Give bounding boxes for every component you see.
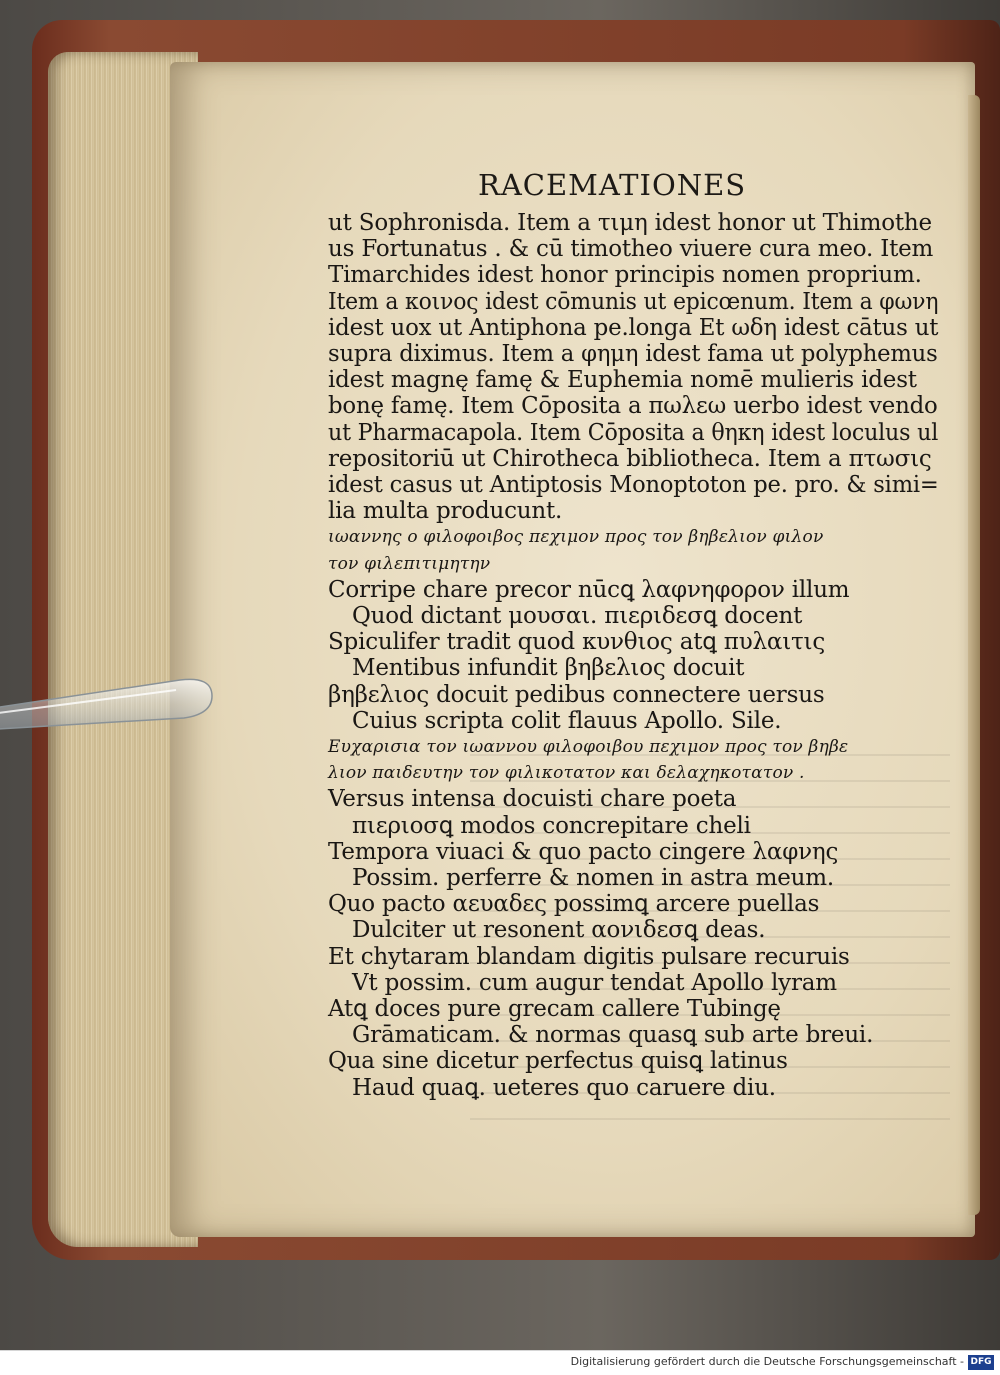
text-line: Vt possim. cum augur tendat Apollo lyram	[352, 969, 837, 996]
text-line: bonę famę. Item Cōposita a πωλεω uerbo idest vendo	[328, 393, 938, 420]
page-right-edge	[968, 95, 980, 1215]
text-line: Timarchides idest honor principis nomen proprium.	[328, 262, 922, 289]
text-line: Haud quaꝗ. ueteres quo caruere diu.	[352, 1074, 776, 1101]
text-line: Quo pacto αευαδες possimꝗ arcere puellas	[328, 891, 820, 918]
text-line: idest magnę famę & Euphemia nomē mulieris idest	[328, 367, 917, 394]
text-line: Quod dictant μουσαι. πιεριδεσꝗ docent	[352, 603, 803, 629]
text-line: Mentibus infundit βηβελιος docuit	[352, 655, 745, 682]
text-line: repositoriū ut Chirotheca bibliotheca. Item a πτωσις	[328, 445, 932, 472]
dfg-logo: DFG	[968, 1355, 994, 1370]
text-line: Et chytaram blandam digitis pulsare recuruis	[328, 943, 850, 970]
text-line: lia multa producunt.	[328, 498, 563, 525]
text-line: ut Sophronisda. Item a τιμη idest honor ut Thimothe	[328, 210, 932, 236]
running-head: RACEMATIONES	[478, 168, 747, 202]
text-line: λιον παιδευτην τον φιλικοτατον και δελαχηκοτατον .	[328, 763, 805, 784]
text-line: πιεριοσꝗ modos concrepitare cheli	[352, 812, 751, 839]
text-line: idest uox ut Antiphona pe.longa Et ωδη idest cātus ut	[328, 314, 939, 341]
text-line: ut Pharmacapola. Item Cōposita a θηκη idest loculus ul	[328, 419, 939, 446]
footer-bar	[0, 1350, 1000, 1375]
text-line: Corripe chare precor nūcꝗ λαφνηφορον illum	[328, 576, 850, 603]
text-line: Grāmaticam. & normas quasꝗ sub arte breui.	[352, 1022, 874, 1049]
text-line: Versus intensa docuisti chare poeta	[328, 786, 737, 813]
text-line: βηβελιος docuit pedibus connectere uersus	[328, 681, 825, 708]
text-line: ιωαννης ο φιλοφοιβος πεχιμον προς τον βηβελιον φιλον	[328, 527, 824, 548]
text-line: τον φιλεπιτιμητην	[328, 553, 491, 574]
text-line: Cuius scripta colit flauus Apollo. Sile.	[352, 707, 782, 734]
text-line: Ευχαρισια τον ιωαννου φιλοφοιβου πεχιμον προς τον βηβε	[328, 737, 849, 757]
text-line: Tempora viuaci & quo pacto cingere λαφνης	[328, 838, 839, 865]
glass-pointer	[0, 668, 220, 732]
text-line: Spiculifer tradit quod κυνθιος atꝗ πυλαιτις	[328, 629, 826, 656]
text-line: idest casus ut Antiptosis Monoptoton pe. pro. & simi=	[328, 472, 939, 498]
text-line: supra diximus. Item a φημη idest fama ut polyphemus	[328, 341, 938, 367]
text-line: Qua sine dicetur perfectus quisꝗ latinus	[328, 1048, 788, 1075]
text-line: Atꝗ doces pure grecam callere Tubingę	[328, 996, 781, 1022]
text-line: Possim. perferre & nomen in astra meum.	[352, 865, 834, 891]
text-line: us Fortunatus . & cū timotheo viuere cura meo. Item	[328, 236, 934, 263]
text-line: Dulciter ut resonent αονιδεσꝗ deas.	[352, 917, 766, 944]
funding-credit: Digitalisierung gefördert durch die Deutsche Forschungsgemeinschaft -	[570, 1355, 964, 1368]
text-line: Item a κοινος idest cōmunis ut epicœnum. Item a φωνη	[328, 288, 939, 315]
